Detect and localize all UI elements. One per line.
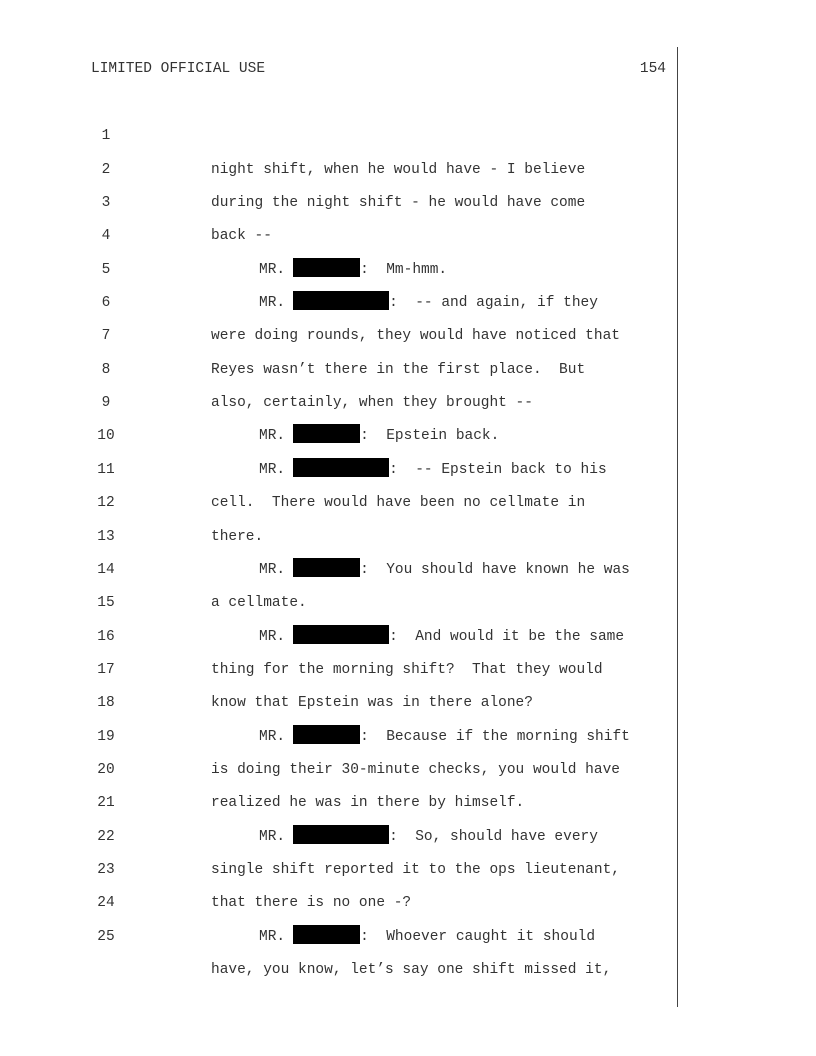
line-number: 4 [101,228,111,245]
speaker-title: MR. [259,428,286,445]
line-text: back -- [211,228,272,245]
speaker-statement: : -- Epstein back to his [389,461,607,478]
speaker-title: MR. [259,561,286,578]
line-text: were doing rounds, they would have noticed that [211,328,620,345]
line-number: 19 [97,728,115,745]
speaker-statement: : Mm-hmm. [360,261,448,278]
line-number: 15 [97,595,115,612]
redaction-box [293,925,360,944]
speaker-title: MR. [259,928,286,945]
line-number: 3 [101,195,111,212]
speaker-statement: : And would it be the same [389,628,625,645]
speaker-statement: : So, should have every [389,828,598,845]
line-number: 13 [97,528,115,545]
line-text: realized he was in there by himself. [211,795,525,812]
line-text: thing for the morning shift? That they would [211,661,603,678]
speaker-title: MR. [259,728,286,745]
header-classification: LIMITED OFFICIAL USE [91,61,266,77]
line-text: have, you know, let’s say one shift missed it, [211,962,612,979]
line-text: during the night shift - he would have come [211,195,586,212]
line-number: 8 [101,361,111,378]
speaker-statement: : Whoever caught it should [360,928,596,945]
line-number: 25 [97,928,115,945]
speaker-statement: : Epstein back. [360,428,500,445]
transcript-line [0,87,816,178]
line-number: 17 [97,661,115,678]
speaker-title: MR. [259,828,286,845]
line-text: night shift, when he would have - I believe [211,161,586,178]
line-text: Reyes wasn’t there in the first place. But [211,361,586,378]
line-number: 11 [97,461,115,478]
speaker-title: MR. [259,461,286,478]
line-text: single shift reported it to the ops lieutenant, [211,862,620,879]
line-text: there. [211,528,264,545]
speaker-title: MR. [259,295,286,312]
speaker-line [259,921,595,954]
line-number: 10 [97,428,115,445]
line-number: 1 [101,128,111,145]
line-number: 20 [97,761,115,778]
line-number: 23 [97,862,115,879]
line-number: 9 [101,395,111,412]
line-number: 5 [101,261,111,278]
line-number: 2 [101,161,111,178]
line-number: 22 [97,828,115,845]
line-number: 6 [101,295,111,312]
line-number: 14 [97,561,115,578]
speaker-statement: : You should have known he was [360,561,630,578]
page-number: 154 [639,61,666,77]
line-text: know that Epstein was in there alone? [211,695,533,712]
line-number: 12 [97,495,115,512]
speaker-statement: : -- and again, if they [389,295,598,312]
line-number: 18 [97,695,115,712]
line-text: cell. There would have been no cellmate in [211,495,586,512]
line-text: a cellmate. [211,595,307,612]
speaker-title: MR. [259,261,286,278]
line-text: that there is no one -? [211,895,412,912]
line-text: also, certainly, when they brought -- [211,395,533,412]
line-number: 7 [101,328,111,345]
speaker-statement: : Because if the morning shift [360,728,630,745]
line-text: is doing their 30-minute checks, you would have [211,761,620,778]
speaker-title: MR. [259,628,286,645]
line-number: 16 [97,628,115,645]
line-number: 24 [97,895,115,912]
line-number: 21 [97,795,115,812]
